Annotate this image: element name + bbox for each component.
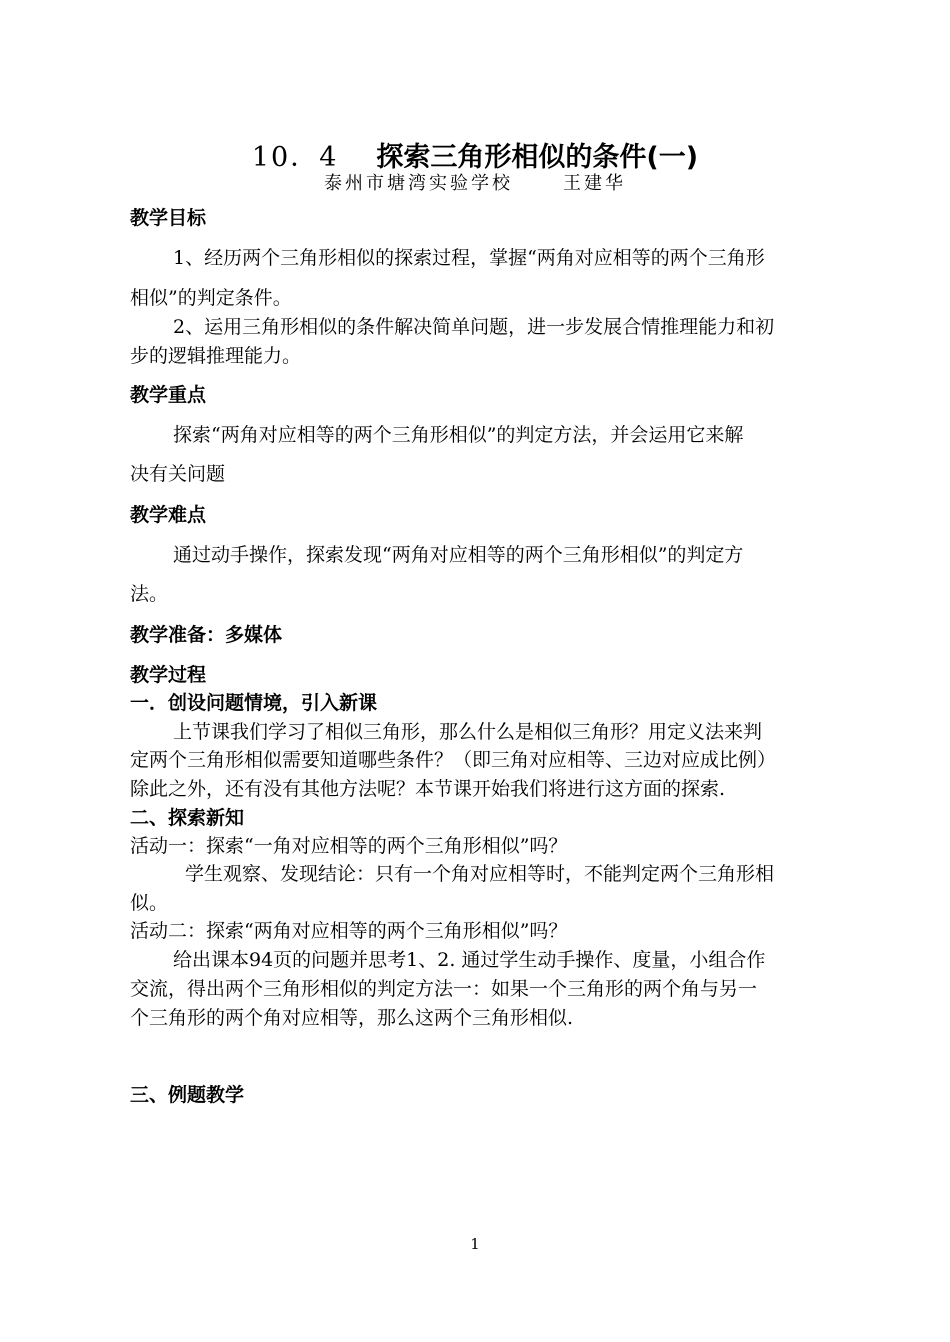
difficulty-heading: 教学难点 (130, 504, 207, 526)
title-number: 10．4 (251, 142, 339, 173)
section-1-line-2: 定两个三角形相似需要知道哪些条件？（即三角对应相等、三边对应成比例） (130, 749, 777, 771)
section-3-heading: 三、例题教学 (130, 1084, 245, 1106)
activity-2-line-2: 交流，得出两个三角形相似的判定方法一：如果一个三角形的两个角与另一 (130, 978, 758, 1000)
activity-2-line-3: 个三角形的两个角对应相等，那么这两个三角形相似. (130, 1007, 574, 1029)
goal-1-line-2: 相似”的判定条件。 (130, 287, 292, 309)
activity-2-title: 活动二：探索“两角对应相等的两个三角形相似”吗？ (130, 920, 568, 942)
document-title (0, 140, 950, 176)
section-1-line-3: 除此之外，还有没有其他方法呢？本节课开始我们将进行这方面的探索. (130, 778, 726, 800)
author-line (0, 172, 950, 196)
goal-1-line-1: 1、经历两个三角形相似的探索过程，掌握“两角对应相等的两个三角形 (173, 247, 765, 269)
activity-2-line-1: 给出课本94页的问题并思考1、2. 通过学生动手操作、度量，小组合作 (173, 949, 766, 971)
section-1-line-1: 上节课我们学习了相似三角形，那么什么是相似三角形？用定义法来判 (173, 721, 763, 743)
activity-1-line-1: 学生观察、发现结论：只有一个角对应相等时，不能判定两个三角形相 (185, 863, 775, 885)
process-heading: 教学过程 (130, 664, 207, 686)
key-points-line-2: 决有关问题 (130, 463, 226, 485)
activity-1-title: 活动一：探索“一角对应相等的两个三角形相似”吗？ (130, 835, 568, 857)
difficulty-line-1: 通过动手操作，探索发现“两角对应相等的两个三角形相似”的判定方 (173, 544, 744, 566)
author-name: 王建华 (563, 173, 626, 194)
section-2-heading: 二、探索新知 (130, 807, 245, 829)
author-school: 泰州市塘湾实验学校 (324, 173, 513, 194)
title-text: 探索三角形相似的条件(一) (376, 142, 699, 173)
preparation-heading: 教学准备：多媒体 (130, 624, 283, 646)
goal-2-line-2: 步的逻辑推理能力。 (130, 345, 302, 367)
page-number: 1 (470, 1235, 480, 1253)
section-1-heading: 一．创设问题情境，引入新课 (130, 692, 378, 714)
activity-1-line-2: 似。 (130, 892, 169, 914)
goal-2-line-1: 2、运用三角形相似的条件解决简单问题，进一步发展合情推理能力和初 (173, 316, 775, 338)
goals-heading: 教学目标 (130, 207, 207, 229)
key-points-heading: 教学重点 (130, 384, 207, 406)
difficulty-line-2: 法。 (130, 583, 169, 605)
key-points-line-1: 探索“两角对应相等的两个三角形相似”的判定方法，并会运用它来解 (173, 424, 744, 446)
